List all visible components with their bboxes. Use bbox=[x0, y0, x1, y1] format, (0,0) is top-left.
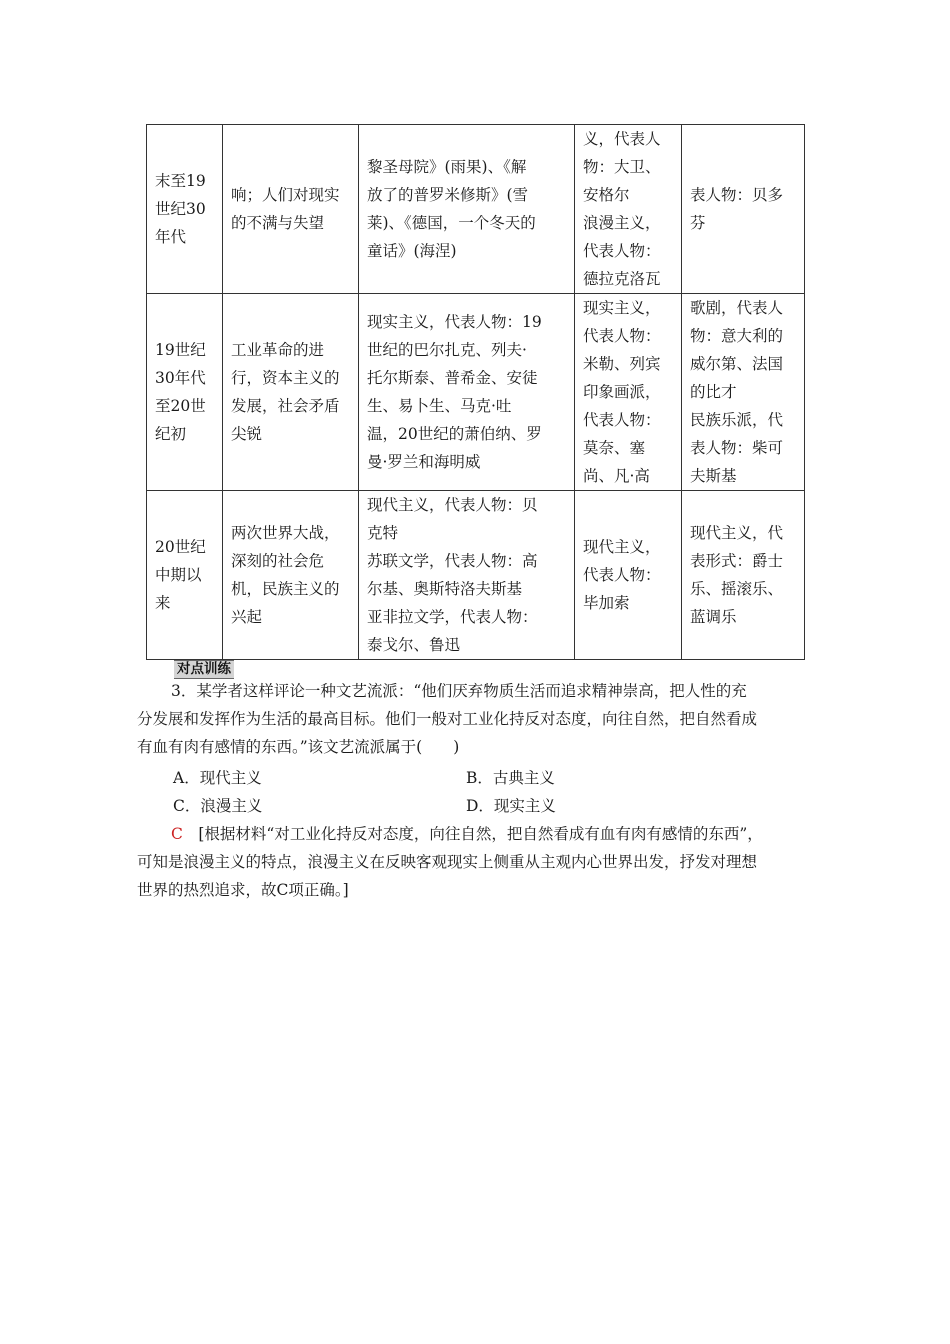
cell-text-line: 世纪的巴尔扎克、列夫· bbox=[367, 341, 527, 359]
cell-text-line: 代表人物： bbox=[583, 242, 661, 260]
table-row bbox=[147, 491, 805, 660]
question-line: 分发展和发挥作为生活的最高目标。他们一般对工业化持反对态度，向往自然，把自然看成 bbox=[137, 710, 758, 728]
cell-text-line: 毕加索 bbox=[583, 594, 630, 612]
cell-text-line: 19世纪 bbox=[155, 341, 206, 359]
table-cell-literature bbox=[359, 294, 575, 491]
cell-text-line: 温，20世纪的萧伯纳、罗 bbox=[367, 425, 542, 443]
question-stem bbox=[137, 677, 827, 761]
cell-text-line: 乐、摇滚乐、 bbox=[690, 580, 784, 598]
cell-text-line: 的比才 bbox=[690, 383, 737, 401]
cell-text-line: 歌剧，代表人 bbox=[690, 299, 784, 317]
cell-text-line: 来 bbox=[155, 594, 171, 612]
table-row bbox=[147, 294, 805, 491]
cell-text-line: 工业革命的进 bbox=[231, 341, 325, 359]
cell-text-line: 泰戈尔、鲁迅 bbox=[367, 636, 461, 654]
cell-text-line: 中期以 bbox=[155, 566, 202, 584]
table-cell-music bbox=[682, 294, 805, 491]
answer-text: 世界的热烈追求，故C项正确。] bbox=[137, 881, 349, 899]
cell-text-line: 亚非拉文学，代表人物： bbox=[367, 608, 538, 626]
table-cell-period bbox=[147, 294, 223, 491]
cell-text-line: 20世纪 bbox=[155, 538, 206, 556]
table-cell-background bbox=[223, 125, 359, 294]
table-cell-period bbox=[147, 491, 223, 660]
cell-text-line: 曼·罗兰和海明威 bbox=[367, 453, 481, 471]
cell-text-line: 生、易卜生、马克·吐 bbox=[367, 397, 512, 415]
answer-explanation bbox=[137, 820, 827, 904]
cell-text-line: 现实主义，代表人物：19 bbox=[367, 313, 542, 331]
cell-text-line: 尚、凡·高 bbox=[583, 467, 650, 485]
cell-text-line: 义，代表人 bbox=[583, 130, 661, 148]
table-cell-background bbox=[223, 491, 359, 660]
option-b[interactable]: B．古典主义 bbox=[466, 769, 555, 787]
table-row bbox=[147, 125, 805, 294]
cell-text-line: 童话》(海涅) bbox=[367, 242, 457, 260]
cell-text-line: 德拉克洛瓦 bbox=[583, 270, 661, 288]
cell-text-line: 至20世 bbox=[155, 397, 206, 415]
table-cell-art bbox=[575, 294, 682, 491]
table-cell-background bbox=[223, 294, 359, 491]
cell-text-line: 年代 bbox=[155, 228, 187, 246]
cell-text-line: 现代主义，代 bbox=[690, 524, 784, 542]
cell-text-line: 纪初 bbox=[155, 425, 187, 443]
cell-text-line: 现代主义， bbox=[583, 538, 661, 556]
cell-text-line: 兴起 bbox=[231, 608, 263, 626]
cell-text-line: 的不满与失望 bbox=[231, 214, 325, 232]
cell-text-line: 两次世界大战， bbox=[231, 524, 340, 542]
cell-text-line: 夫斯基 bbox=[690, 467, 737, 485]
cell-text-line: 黎圣母院》(雨果)、《解 bbox=[367, 158, 527, 176]
table-cell-music bbox=[682, 125, 805, 294]
cell-text-line: 浪漫主义， bbox=[583, 214, 661, 232]
question-line: 3．某学者这样评论一种文艺流派：“他们厌弃物质生活而追求精神崇高，把人性的充 bbox=[171, 682, 747, 700]
table-cell-literature bbox=[359, 125, 575, 294]
table-cell-music bbox=[682, 491, 805, 660]
cell-text-line: 代表人物： bbox=[583, 327, 661, 345]
cell-text-line: 放了的普罗米修斯》(雪 bbox=[367, 186, 529, 204]
cell-text-line: 现实主义， bbox=[583, 299, 661, 317]
question-line: 有血有肉有感情的东西。”该文艺流派属于( ) bbox=[137, 738, 460, 756]
cell-text-line: 托尔斯泰、普希金、安徒 bbox=[367, 369, 538, 387]
cell-text-line: 发展，社会矛盾 bbox=[231, 397, 340, 415]
cell-text-line: 物：大卫、 bbox=[583, 158, 661, 176]
cell-text-line: 表人物：贝多 bbox=[690, 186, 784, 204]
cell-text-line: 尔基、奥斯特洛夫斯基 bbox=[367, 580, 523, 598]
option-a[interactable]: A．现代主义 bbox=[173, 769, 262, 787]
cell-text-line: 苏联文学，代表人物：高 bbox=[367, 552, 538, 570]
cell-text-line: 表人物：柴可 bbox=[690, 439, 784, 457]
option-c[interactable]: C．浪漫主义 bbox=[173, 797, 263, 815]
cell-text-line: 末至19 bbox=[155, 172, 206, 190]
cell-text-line: 莱)、《德国，一个冬天的 bbox=[367, 214, 536, 232]
cell-text-line: 现代主义，代表人物：贝 bbox=[367, 496, 538, 514]
cell-text-line: 芬 bbox=[690, 214, 706, 232]
table-cell-literature bbox=[359, 491, 575, 660]
cell-text-line: 深刻的社会危 bbox=[231, 552, 325, 570]
cell-text-line: 尖锐 bbox=[231, 425, 263, 443]
option-d[interactable]: D．现实主义 bbox=[466, 797, 556, 815]
section-tag: 对点训练 bbox=[174, 660, 234, 679]
cell-text-line: 印象画派， bbox=[583, 383, 661, 401]
cell-text-line: 威尔第、法国 bbox=[690, 355, 784, 373]
cell-text-line: 莫奈、塞 bbox=[583, 439, 646, 457]
table-cell-art bbox=[575, 125, 682, 294]
cell-text-line: 蓝调乐 bbox=[690, 608, 737, 626]
cell-text-line: 世纪30 bbox=[155, 200, 206, 218]
answer-text: [根据材料“对工业化持反对态度，向往自然，把自然看成有血有肉有感情的东西”， bbox=[182, 825, 763, 843]
table-cell-period bbox=[147, 125, 223, 294]
cell-text-line: 民族乐派，代 bbox=[690, 411, 784, 429]
cell-text-line: 30年代 bbox=[155, 369, 206, 387]
cell-text-line: 代表人物： bbox=[583, 566, 661, 584]
cell-text-line: 克特 bbox=[367, 524, 399, 542]
cell-text-line: 机，民族主义的 bbox=[231, 580, 340, 598]
cell-text-line: 安格尔 bbox=[583, 186, 630, 204]
table-cell-art bbox=[575, 491, 682, 660]
cell-text-line: 表形式：爵士 bbox=[690, 552, 784, 570]
answer-text: 可知是浪漫主义的特点，浪漫主义在反映客观现实上侧重从主观内心世界出发，抒发对理想 bbox=[137, 853, 758, 871]
art-history-table bbox=[146, 124, 805, 660]
cell-text-line: 响；人们对现实 bbox=[231, 186, 340, 204]
cell-text-line: 行，资本主义的 bbox=[231, 369, 340, 387]
cell-text-line: 代表人物： bbox=[583, 411, 661, 429]
answer-letter: C bbox=[171, 825, 183, 843]
cell-text-line: 物：意大利的 bbox=[690, 327, 784, 345]
cell-text-line: 米勒、列宾 bbox=[583, 355, 661, 373]
